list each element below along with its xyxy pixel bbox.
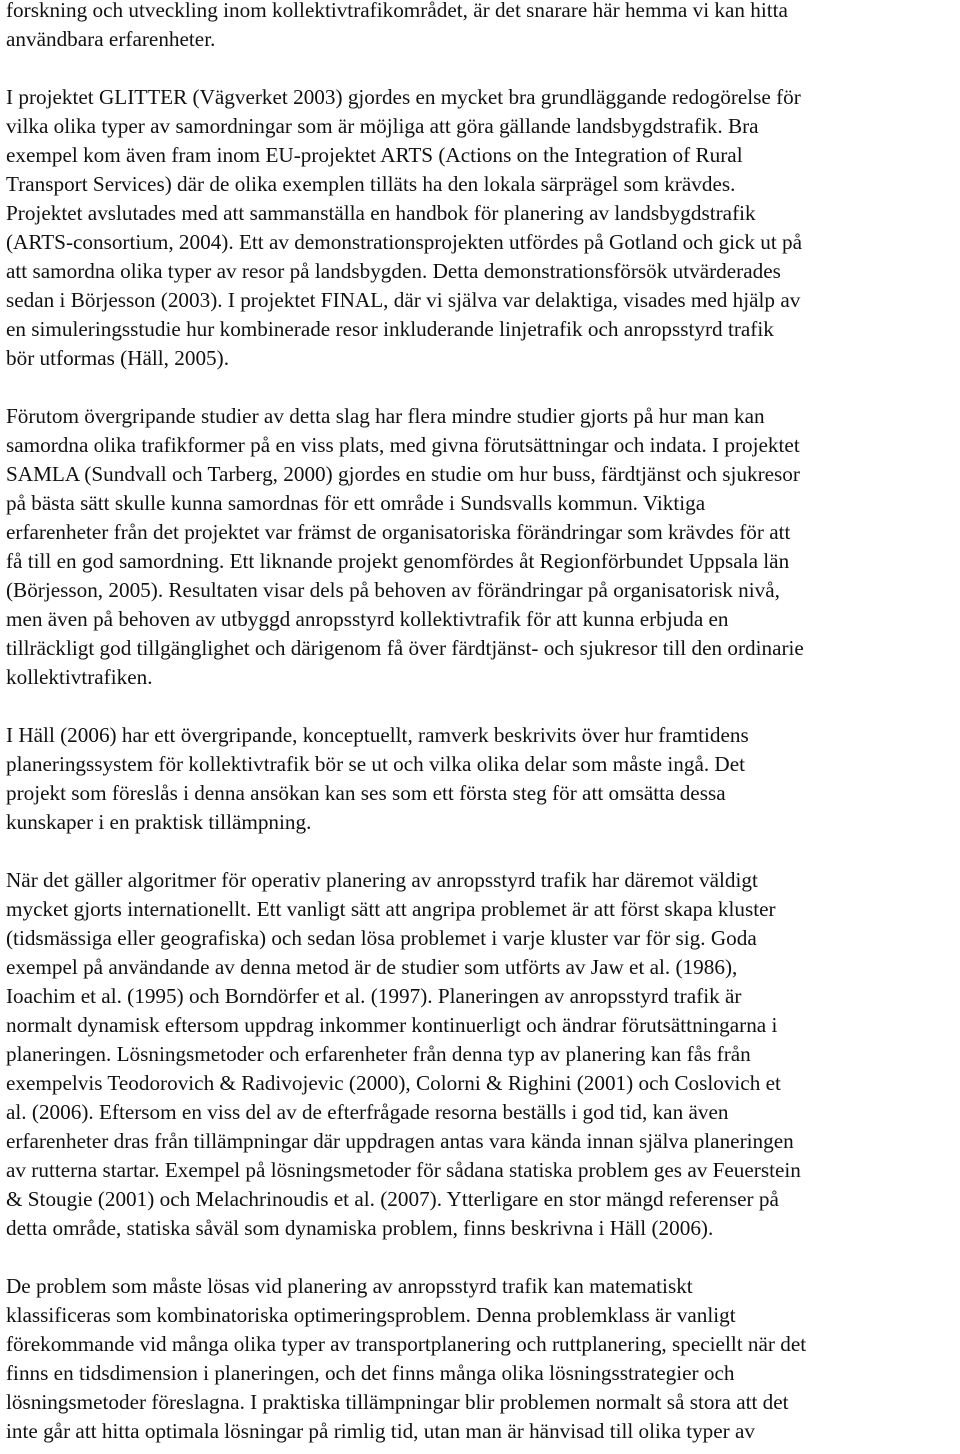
text-line: I projektet GLITTER (Vägverket 2003) gjordes en mycket bra grundläggande redogörelse för: [6, 85, 801, 109]
text-line: forskning och utveckling inom kollektivtrafikområdet, är det snarare här hemma vi kan hitta: [6, 0, 788, 22]
text-line: klassificeras som kombinatoriska optimeringsproblem. Denna problemklass är vanligt: [6, 1303, 736, 1327]
text-line: (tidsmässiga eller geografiska) och sedan lösa problemet i varje kluster var för sig. Goda: [6, 926, 757, 950]
text-line: & Stougie (2001) och Melachrinoudis et al. (2007). Ytterligare en stor mängd referenser på: [6, 1187, 779, 1211]
text-line: av rutterna startar. Exempel på lösningsmetoder för sådana statiska problem ges av Feuerstein: [6, 1158, 801, 1182]
text-line: exempelvis Teodorovich & Radivojevic (2000), Colorni & Righini (2001) och Coslovich et: [6, 1071, 781, 1095]
paragraph: [6, 866, 960, 1243]
text-line: detta område, statiska såväl som dynamiska problem, finns beskrivna i Häll (2006).: [6, 1216, 714, 1240]
text-line: tillräckligt god tillgänglighet och därigenom få över färdtjänst- och sjukresor till den ordinarie: [6, 636, 804, 660]
text-line: exempel kom även fram inom EU-projektet ARTS (Actions on the Integration of Rural: [6, 143, 743, 167]
text-line: men även på behoven av utbyggd anropsstyrd kollektivtrafik för att kunna erbjuda en: [6, 607, 729, 631]
text-line: projekt som föreslås i denna ansökan kan ses som ett första steg för att omsätta dessa: [6, 781, 726, 805]
paragraph: [6, 0, 960, 54]
text-line: att samordna olika typer av resor på landsbygden. Detta demonstrationsförsök utvärderades: [6, 259, 781, 283]
text-line: sedan i Börjesson (2003). I projektet FINAL, där vi själva var delaktiga, visades med hjälp av: [6, 288, 801, 312]
text-line: exempel på användande av denna metod är de studier som utförts av Jaw et al. (1986),: [6, 955, 738, 979]
text-line: på bästa sätt skulle kunna samordnas för ett område i Sundsvalls kommun. Viktiga: [6, 491, 706, 515]
text-line: användbara erfarenheter.: [6, 27, 216, 51]
text-line: normalt dynamisk eftersom uppdrag inkommer kontinuerligt och ändrar förutsättningarna i: [6, 1013, 778, 1037]
text-line: erfarenheter från det projektet var främst de organisatoriska förändringar som krävdes för att: [6, 520, 791, 544]
text-line: Förutom övergripande studier av detta slag har flera mindre studier gjorts på hur man kan: [6, 404, 765, 428]
text-line: vilka olika typer av samordningar som är möjliga att göra gällande landsbygdstrafik. Bra: [6, 114, 759, 138]
text-line: förekommande vid många olika typer av transportplanering och ruttplanering, speciellt när det: [6, 1332, 807, 1356]
text-line: erfarenheter dras från tillämpningar där uppdragen antas vara kända innan själva planeringen: [6, 1129, 794, 1153]
text-line: kunskaper i en praktisk tillämpning.: [6, 810, 312, 834]
text-line: finns en tidsdimension i planeringen, och det finns många olika lösningsstrategier och: [6, 1361, 735, 1385]
text-line: lösningsmetoder föreslagna. I praktiska tillämpningar blir problemen normalt så stora att det: [6, 1390, 789, 1414]
text-line: (ARTS-consortium, 2004). Ett av demonstrationsprojekten utfördes på Gotland och gick ut på: [6, 230, 803, 254]
text-line: inte går att hitta optimala lösningar på rimlig tid, utan man är hänvisad till olika typer av: [6, 1419, 756, 1443]
text-line: en simuleringsstudie hur kombinerade resor inkluderande linjetrafik och anropsstyrd trafik: [6, 317, 774, 341]
text-line: Projektet avslutades med att sammanställa en handbok för planering av landsbygdstrafik: [6, 201, 756, 225]
document-page: [6, 0, 960, 1446]
text-line: Transport Services) där de olika exemplen tilläts ha den lokala särprägel som krävdes.: [6, 172, 736, 196]
text-line: mycket gjorts internationellt. Ett vanligt sätt att angripa problemet är att först skapa kluster: [6, 897, 776, 921]
text-line: (Börjesson, 2005). Resultaten visar dels på behoven av förändringar på organisatorisk nivå,: [6, 578, 780, 602]
text-line: planeringen. Lösningsmetoder och erfarenheter från denna typ av planering kan fås från: [6, 1042, 751, 1066]
paragraph: [6, 1272, 960, 1446]
text-line: få till en god samordning. Ett liknande projekt genomfördes åt Regionförbundet Uppsala län: [6, 549, 790, 573]
paragraph: [6, 721, 960, 837]
text-line: I Häll (2006) har ett övergripande, konceptuellt, ramverk beskrivits över hur framtidens: [6, 723, 749, 747]
text-line: SAMLA (Sundvall och Tarberg, 2000) gjordes en studie om hur buss, färdtjänst och sjukresor: [6, 462, 800, 486]
text-line: När det gäller algoritmer för operativ planering av anropsstyrd trafik har däremot väldigt: [6, 868, 758, 892]
text-line: bör utformas (Häll, 2005).: [6, 346, 230, 370]
text-line: al. (2006). Eftersom en viss del av de efterfrågade resorna beställs i god tid, kan även: [6, 1100, 729, 1124]
text-line: planeringssystem för kollektivtrafik bör se ut och vilka olika delar som måste ingå. Det: [6, 752, 746, 776]
text-line: kollektivtrafiken.: [6, 665, 153, 689]
paragraph: [6, 402, 960, 692]
text-line: Ioachim et al. (1995) och Borndörfer et al. (1997). Planeringen av anropsstyrd trafik är: [6, 984, 742, 1008]
text-line: De problem som måste lösas vid planering av anropsstyrd trafik kan matematiskt: [6, 1274, 693, 1298]
text-line: samordna olika trafikformer på en viss plats, med givna förutsättningar och indata. I projektet: [6, 433, 800, 457]
paragraph: [6, 83, 960, 373]
